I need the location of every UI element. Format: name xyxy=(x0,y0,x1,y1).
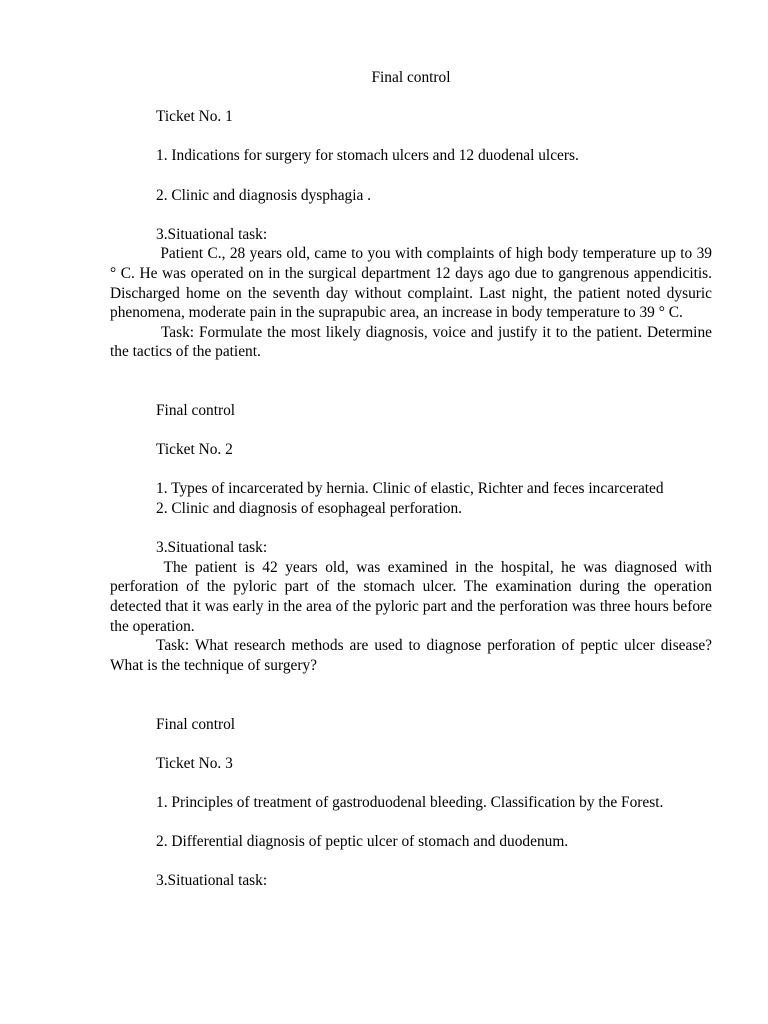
ticket1-task-text: Task: Formulate the most likely diagnosis, voice and justify it to the patient. Determine the tactics of the patient. xyxy=(110,323,716,361)
ticket1-heading: Final control xyxy=(371,69,451,86)
ticket2-question-1: 1. Types of incarcerated by hernia. Clinic of elastic, Richter and feces incarcerated xyxy=(156,480,664,498)
ticket1-question-2: 2. Clinic and diagnosis dysphagia . xyxy=(156,186,372,204)
ticket1-task-heading: 3.Situational task: xyxy=(156,225,268,243)
ticket1-case-text: Patient C., 28 years old, came to you with complaints of high body temperature up to 39 ° C. He was operated on in the surgical department 12 days ago due to gangrenous appendicitis. Discharged home on the seventh day without complaint. Last night, the patient noted dysuric phenomena, moderate pain in the suprapubic area, an increase in body temperature to 39 ° C. xyxy=(110,245,716,322)
ticket3-heading: Final control xyxy=(156,715,236,733)
ticket1-number: Ticket No. 1 xyxy=(156,108,233,126)
ticket2-task-heading: 3.Situational task: xyxy=(156,539,268,557)
ticket2-number: Ticket No. 2 xyxy=(156,441,233,459)
ticket2-heading: Final control xyxy=(156,402,236,420)
ticket3-task-heading: 3.Situational task: xyxy=(156,872,268,890)
ticket2-question-2: 2. Clinic and diagnosis of esophageal perforation. xyxy=(156,500,463,518)
ticket3-question-2: 2. Differential diagnosis of peptic ulcer of stomach and duodenum. xyxy=(156,833,569,851)
ticket3-number: Ticket No. 3 xyxy=(156,754,233,772)
document-page xyxy=(110,68,716,891)
ticket1-question-1: 1. Indications for surgery for stomach ulcers and 12 duodenal ulcers. xyxy=(156,147,579,165)
ticket2-case-text: The patient is 42 years old, was examined in the hospital, he was diagnosed with perforation of the pyloric part of the stomach ulcer. The examination during the operation detected that it was early in the area of the pyloric part and the perforation was three hours before the operation. xyxy=(110,558,716,635)
ticket3-question-1: 1. Principles of treatment of gastroduodenal bleeding. Classification by the Forest. xyxy=(156,793,664,811)
ticket2-task-text: Task: What research methods are used to diagnose perforation of peptic ulcer disease? What is the technique of surgery? xyxy=(110,637,712,674)
